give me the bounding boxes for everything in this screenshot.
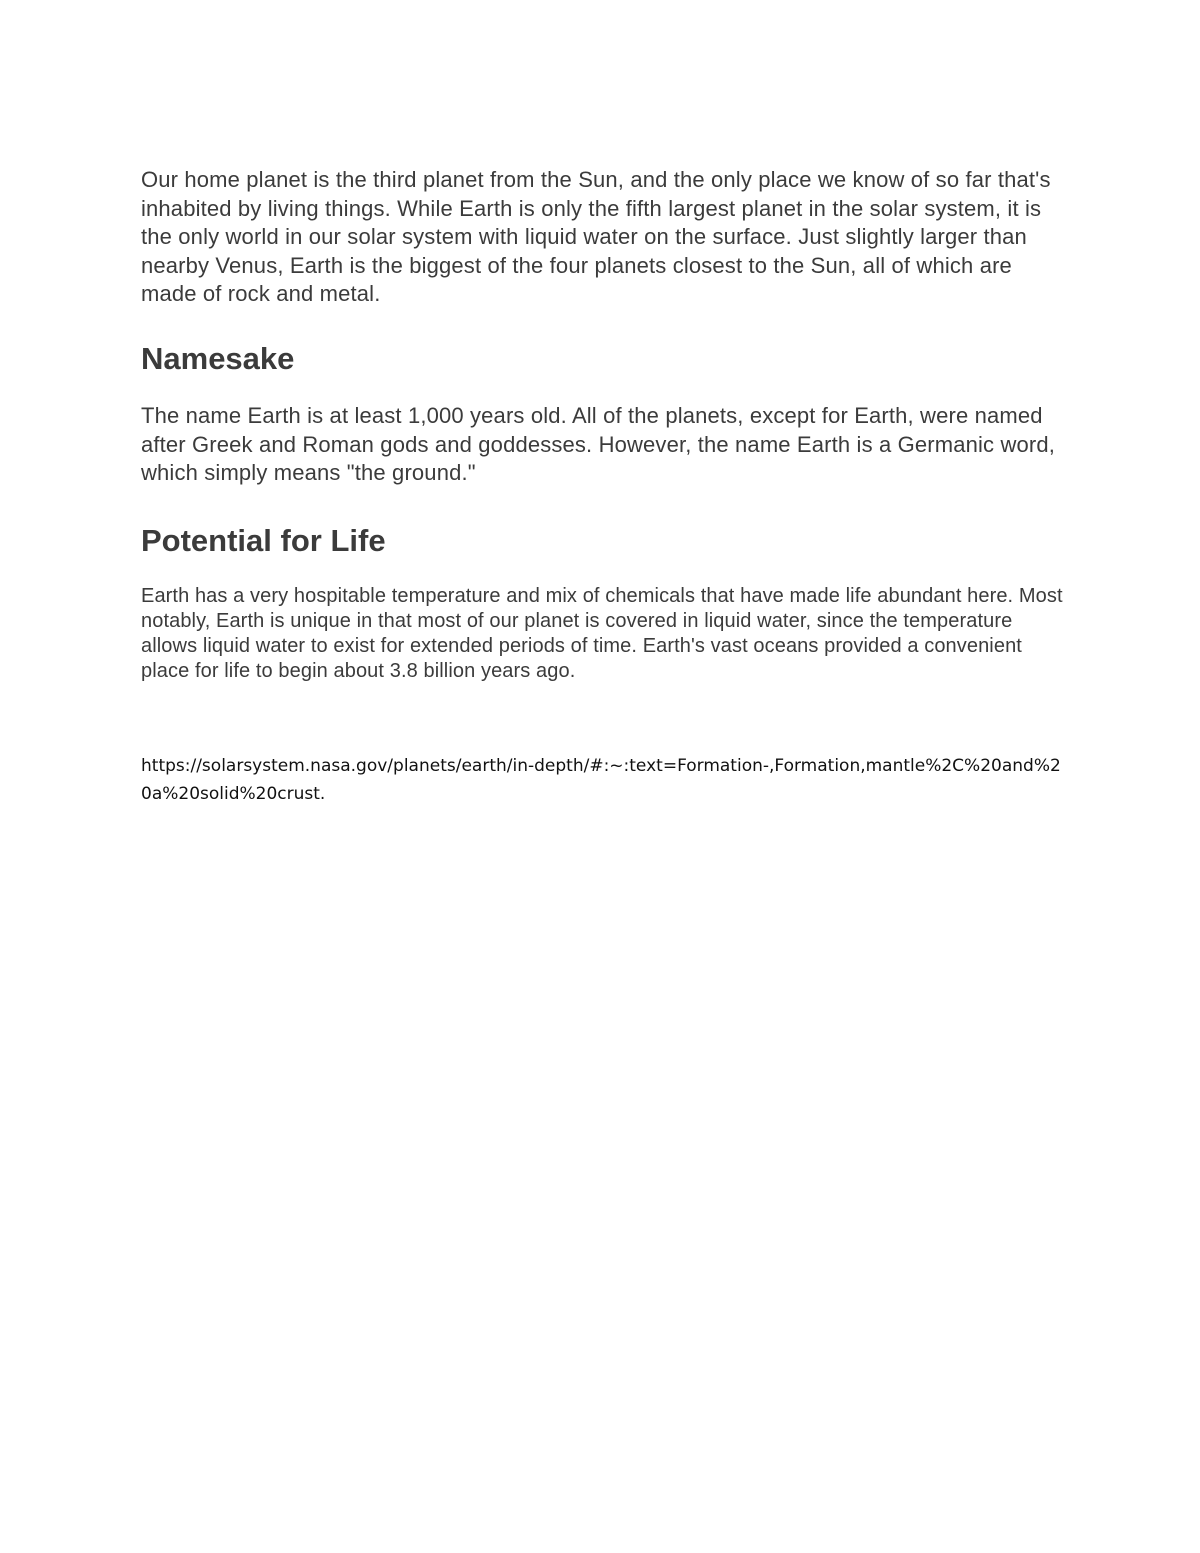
potential-for-life-heading: Potential for Life xyxy=(141,523,386,558)
namesake-heading: Namesake xyxy=(141,341,295,376)
intro-paragraph: Our home planet is the third planet from the Sun, and the only place we know of so far that's inhabited by living things. While Earth is only the fifth largest planet in the solar system, it is the only world in our solar system with liquid water on the surface. Just slightly larger than nearby Venus, Earth is the biggest of the four planets closest to the Sun, all of which are made of rock and metal. xyxy=(141,167,1051,306)
namesake-paragraph: The name Earth is at least 1,000 years old. All of the planets, except for Earth, were named after Greek and Roman gods and goddesses. However, the name Earth is a Germanic word, which simply means "the ground." xyxy=(141,403,1055,485)
potential-for-life-paragraph: Earth has a very hospitable temperature and mix of chemicals that have made life abundant here. Most notably, Earth is unique in that most of our planet is covered in liquid water, since the temperature allows liquid water to exist for extended periods of time. Earth's vast oceans provided a convenient place for life to begin about 3.8 billion years ago. xyxy=(141,585,1063,682)
source-url: https://solarsystem.nasa.gov/planets/earth/in-depth/#:~:text=Formation-,Formation,mantle%2C%20and%20a%20solid%20crust. xyxy=(141,756,1061,804)
